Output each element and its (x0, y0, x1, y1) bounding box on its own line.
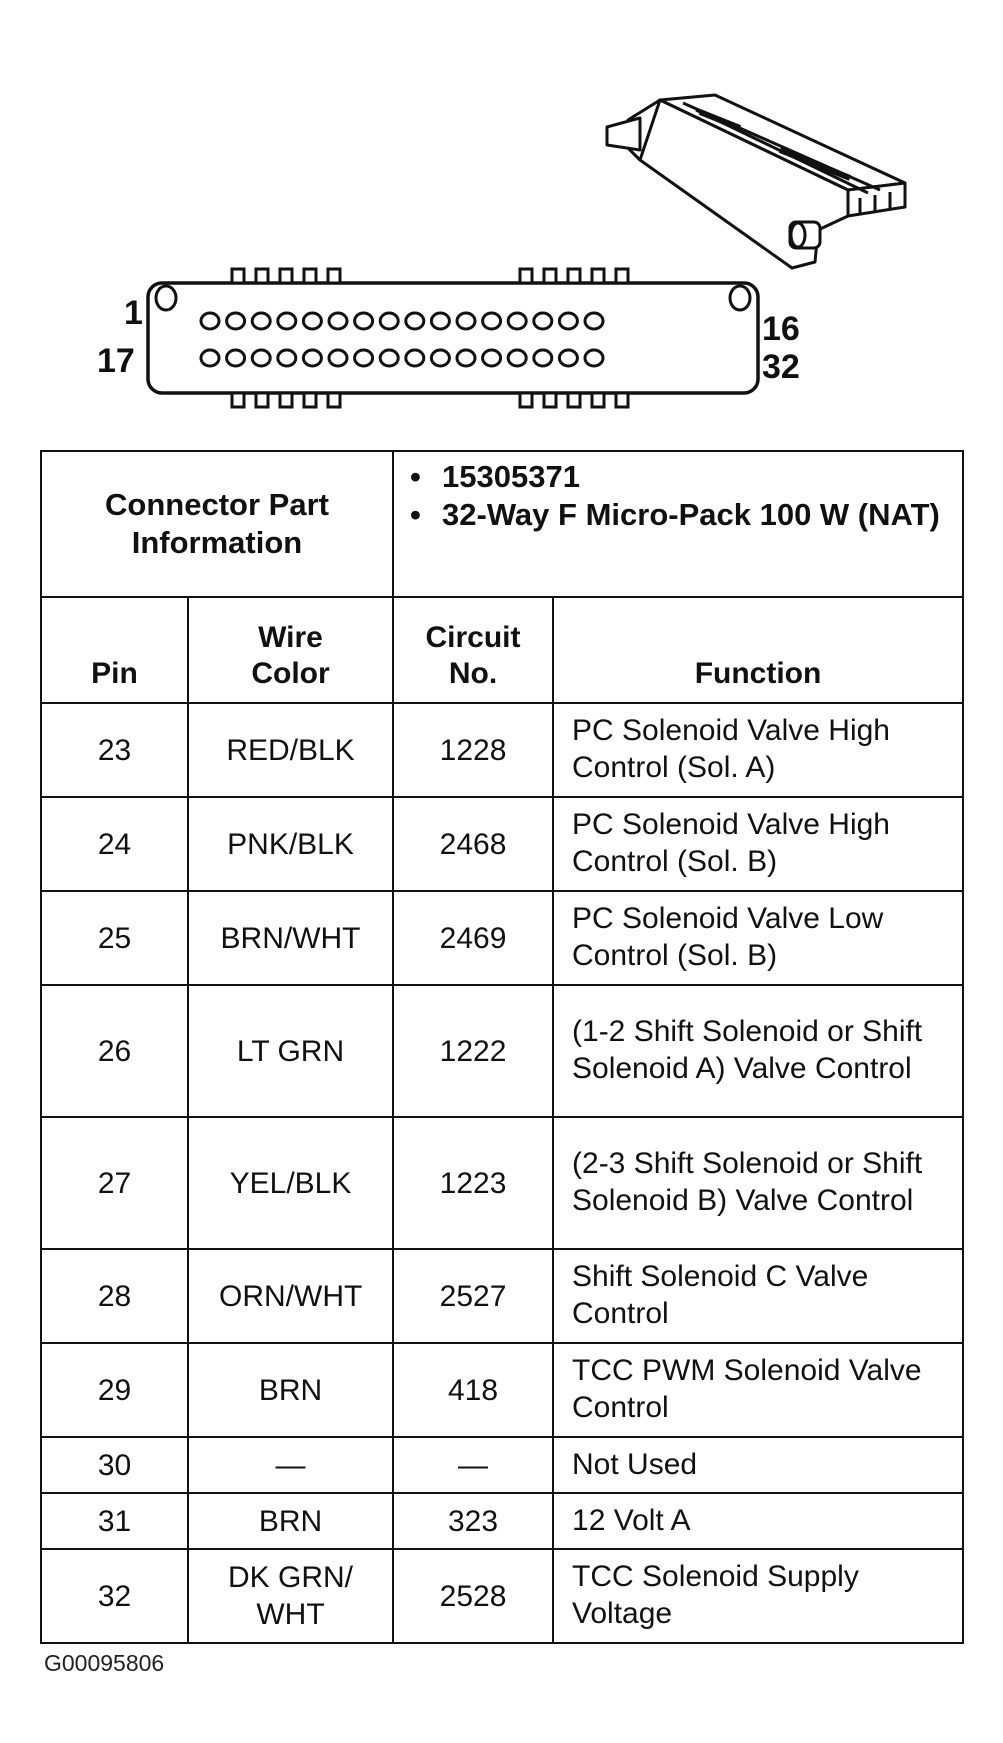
table-header-row (41, 597, 963, 703)
pin-cavity (303, 313, 321, 329)
pin-cavity (585, 313, 603, 329)
pin-cavity (380, 313, 398, 329)
connector-description: • 32-Way F Micro-Pack 100 W (NAT) (442, 496, 950, 534)
pin-cavity (227, 350, 245, 366)
pin-cavity (252, 313, 270, 329)
locking-tab (328, 393, 340, 407)
locking-tab (280, 269, 292, 283)
locking-tab (232, 269, 244, 283)
cell-function: PC Solenoid Valve High Control (Sol. A) (553, 703, 963, 797)
locking-tab (544, 393, 556, 407)
locking-tab (592, 393, 604, 407)
locking-tab (256, 269, 268, 283)
connector-info-row (41, 451, 963, 597)
pin-label-16: 16 (762, 310, 800, 348)
pin-cavity (508, 313, 526, 329)
locating-post-left (156, 286, 176, 310)
pin-cavity (201, 350, 219, 366)
connector-3d-view (607, 95, 905, 268)
cell-wire-color: RED/BLK (188, 703, 393, 797)
connector-info-label: Connector Part Information (41, 451, 393, 597)
pin-cavity (483, 313, 501, 329)
cell-pin: 23 (41, 703, 188, 797)
cell-wire-color: YEL/BLK (188, 1117, 393, 1249)
table-row (41, 1549, 963, 1643)
cell-pin: 30 (41, 1437, 188, 1493)
cell-wire-color: BRN (188, 1493, 393, 1549)
locking-tab (304, 393, 316, 407)
locking-tab (568, 393, 580, 407)
cell-circuit-no: 2469 (393, 891, 553, 985)
pin-cavity (329, 350, 347, 366)
pin-cavity (406, 350, 424, 366)
header-circuit-no: Circuit No. (393, 597, 553, 703)
pin-cavity (508, 350, 526, 366)
locking-tab (304, 269, 316, 283)
cell-pin: 26 (41, 985, 188, 1117)
table-row (41, 703, 963, 797)
locking-tab (328, 269, 340, 283)
locking-tab (280, 393, 292, 407)
pin-cavity (278, 350, 296, 366)
pin-cavity (534, 350, 552, 366)
pin-cavity (431, 350, 449, 366)
locking-tab (568, 269, 580, 283)
connector-part-number: • 15305371 (442, 458, 950, 496)
table-row (41, 985, 963, 1117)
bottom-locking-tabs (230, 393, 630, 407)
connector-figure (0, 0, 1003, 450)
pin-cavity (355, 313, 373, 329)
cell-wire-color: BRN (188, 1343, 393, 1437)
pin-cavity (483, 350, 501, 366)
cell-circuit-no: 1223 (393, 1117, 553, 1249)
pin-cavity (585, 350, 603, 366)
cell-function: TCC PWM Solenoid Valve Control (553, 1343, 963, 1437)
connector-info-values (393, 451, 963, 597)
pin-cavity (201, 313, 219, 329)
cell-function: Not Used (553, 1437, 963, 1493)
header-pin: Pin (41, 597, 188, 703)
cell-wire-color: ORN/WHT (188, 1249, 393, 1343)
cell-pin: 27 (41, 1117, 188, 1249)
cell-function: PC Solenoid Valve Low Control (Sol. B) (553, 891, 963, 985)
cell-function: (1-2 Shift Solenoid or Shift Solenoid A) Valve Control (553, 985, 963, 1117)
locking-tab (256, 393, 268, 407)
cell-function: 12 Volt A (553, 1493, 963, 1549)
locating-post-right (730, 286, 750, 310)
cell-circuit-no: 1222 (393, 985, 553, 1117)
table-row (41, 1343, 963, 1437)
table-row (41, 1437, 963, 1493)
header-function: Function (553, 597, 963, 703)
cell-function: (2-3 Shift Solenoid or Shift Solenoid B) Valve Control (553, 1117, 963, 1249)
cell-wire-color: — (188, 1437, 393, 1493)
pin-cavity (303, 350, 321, 366)
pinout-table (40, 450, 964, 1644)
pin-cavity (559, 313, 577, 329)
figure-reference-id: G00095806 (44, 1650, 165, 1676)
cell-circuit-no: 418 (393, 1343, 553, 1437)
pin-cavity (252, 350, 270, 366)
cell-pin: 32 (41, 1549, 188, 1643)
cell-circuit-no: 323 (393, 1493, 553, 1549)
locking-tab (520, 269, 532, 283)
pin-cavity (227, 313, 245, 329)
cell-wire-color: LT GRN (188, 985, 393, 1117)
table-row (41, 1493, 963, 1549)
pin-label-1: 1 (124, 294, 143, 332)
cell-function: TCC Solenoid Supply Voltage (553, 1549, 963, 1643)
locking-tab (544, 269, 556, 283)
locking-tab (592, 269, 604, 283)
cell-wire-color: DK GRN/ WHT (188, 1549, 393, 1643)
pin-cavity (355, 350, 373, 366)
locking-tab (616, 393, 628, 407)
table-row (41, 1117, 963, 1249)
cell-circuit-no: — (393, 1437, 553, 1493)
table-row (41, 1249, 963, 1343)
cell-function: Shift Solenoid C Valve Control (553, 1249, 963, 1343)
pin-label-32: 32 (762, 348, 800, 386)
cell-circuit-no: 2528 (393, 1549, 553, 1643)
pin-label-17: 17 (97, 342, 135, 380)
pin-cavity (278, 313, 296, 329)
pin-cavity (380, 350, 398, 366)
cell-pin: 28 (41, 1249, 188, 1343)
cell-function: PC Solenoid Valve High Control (Sol. B) (553, 797, 963, 891)
pin-cavity (457, 350, 475, 366)
locking-tab (616, 269, 628, 283)
pin-cavity (329, 313, 347, 329)
pin-cavity (457, 313, 475, 329)
header-wire-color: Wire Color (188, 597, 393, 703)
connector-face-diagram (0, 0, 1003, 450)
pin-cavity (559, 350, 577, 366)
cell-wire-color: PNK/BLK (188, 797, 393, 891)
cell-wire-color: BRN/WHT (188, 891, 393, 985)
pin-cavity (534, 313, 552, 329)
top-locking-tabs (230, 269, 630, 283)
cell-pin: 24 (41, 797, 188, 891)
pin-cavity (431, 313, 449, 329)
cell-circuit-no: 2527 (393, 1249, 553, 1343)
cell-pin: 29 (41, 1343, 188, 1437)
cell-pin: 31 (41, 1493, 188, 1549)
connector-face-outline (148, 283, 758, 393)
cell-circuit-no: 2468 (393, 797, 553, 891)
pin-cavity (406, 313, 424, 329)
cell-circuit-no: 1228 (393, 703, 553, 797)
locking-tab (520, 393, 532, 407)
locking-tab (232, 393, 244, 407)
table-row (41, 891, 963, 985)
cell-pin: 25 (41, 891, 188, 985)
table-row (41, 797, 963, 891)
